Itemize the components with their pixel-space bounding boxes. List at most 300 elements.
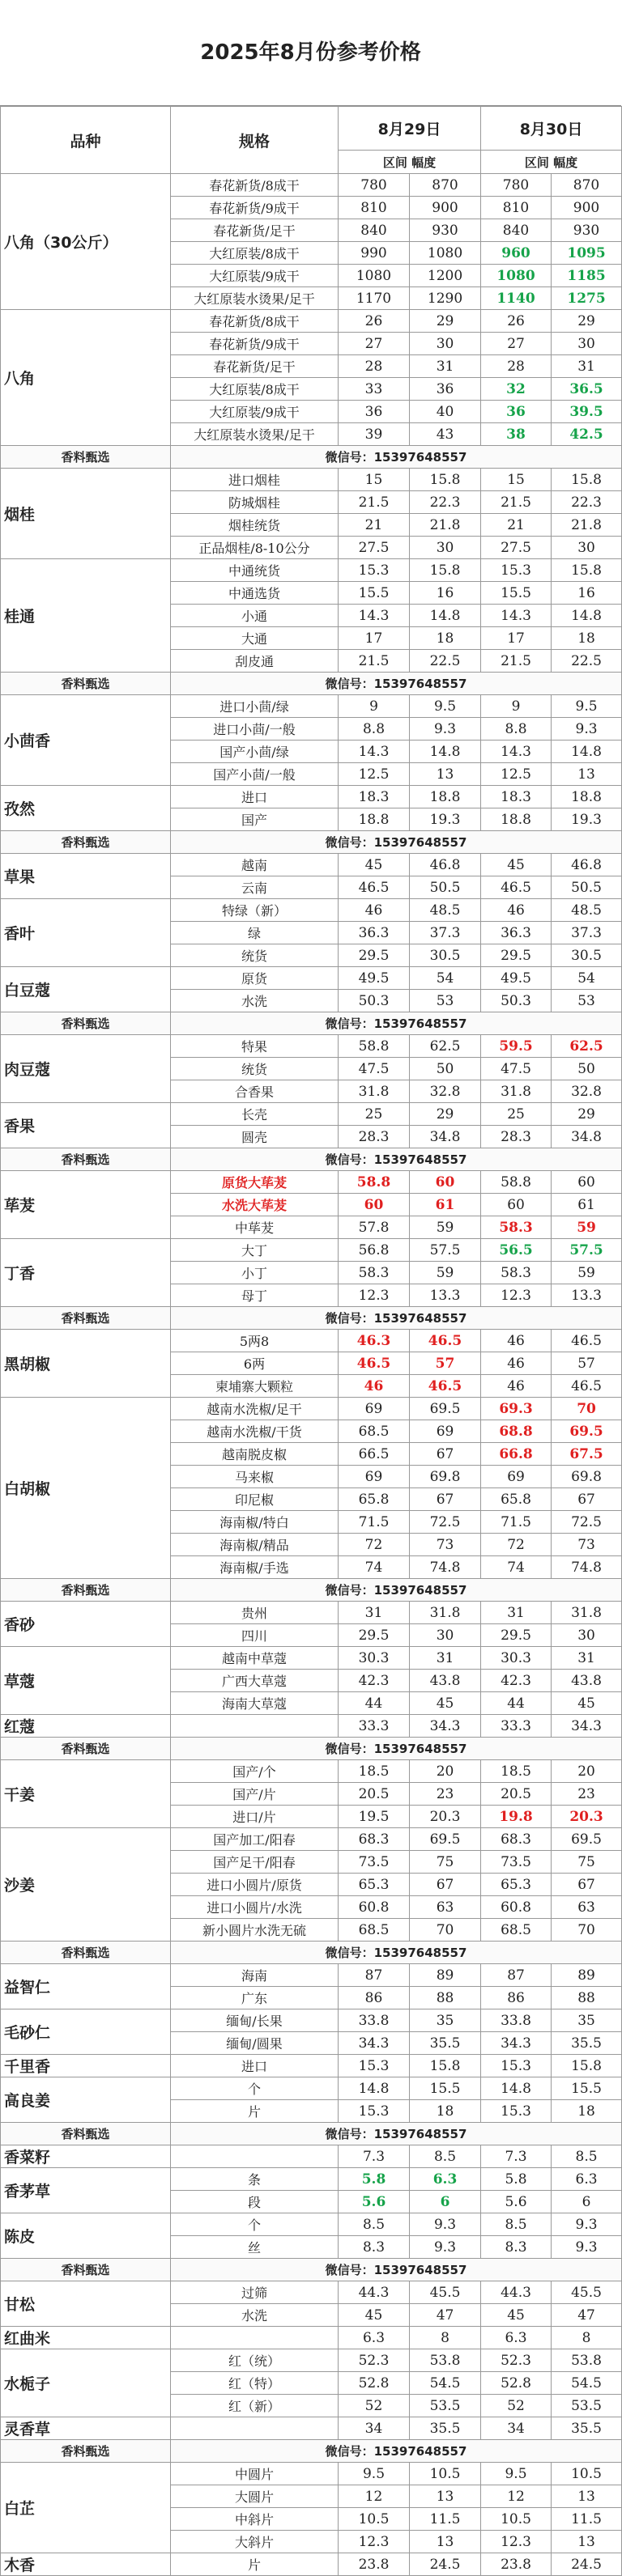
price-high-aug29: 34.3	[410, 1715, 481, 1738]
price-low-aug29: 65.8	[339, 1488, 410, 1511]
price-low-aug30: 27	[481, 333, 552, 355]
banner-contact: 微信号：15397648557	[171, 2440, 622, 2463]
price-high-aug29: 30	[410, 1624, 481, 1647]
spec-cell	[171, 2417, 339, 2440]
price-low-aug29: 42.3	[339, 1670, 410, 1692]
price-low-aug29: 29.5	[339, 944, 410, 967]
price-low-aug30: 68.5	[481, 1919, 552, 1942]
spec-cell: 春花新货/9成干	[171, 197, 339, 219]
price-high-aug29: 46.8	[410, 854, 481, 876]
price-low-aug30: 69.3	[481, 1398, 552, 1420]
price-low-aug30: 1140	[481, 287, 552, 310]
variety-cell: 白芷	[1, 2463, 171, 2553]
price-row	[1, 1103, 622, 1126]
price-low-aug30: 36	[481, 401, 552, 423]
price-high-aug29: 59	[410, 1262, 481, 1284]
price-high-aug30: 70	[552, 1919, 622, 1942]
price-low-aug30: 32	[481, 378, 552, 401]
price-high-aug29: 9.5	[410, 695, 481, 718]
price-low-aug30: 18.5	[481, 1760, 552, 1783]
price-low-aug29: 28.3	[339, 1126, 410, 1148]
price-row	[1, 2077, 622, 2100]
price-low-aug30: 27.5	[481, 537, 552, 559]
variety-cell: 荜茇	[1, 1171, 171, 1239]
price-row	[1, 695, 622, 718]
price-high-aug30: 53	[552, 990, 622, 1012]
price-high-aug29: 6.3	[410, 2168, 481, 2191]
price-low-aug29: 72	[339, 1534, 410, 1556]
price-rows	[1, 174, 622, 2576]
price-low-aug29: 28	[339, 355, 410, 378]
price-low-aug30: 14.3	[481, 605, 552, 627]
price-high-aug30: 1095	[552, 242, 622, 265]
variety-cell: 八角（30公斤）	[1, 174, 171, 310]
price-high-aug30: 30	[552, 537, 622, 559]
price-low-aug29: 810	[339, 197, 410, 219]
spec-cell: 统货	[171, 1058, 339, 1080]
variety-cell: 灵香草	[1, 2417, 171, 2440]
price-low-aug30: 69	[481, 1466, 552, 1488]
price-high-aug29: 53	[410, 990, 481, 1012]
price-high-aug30: 22.3	[552, 491, 622, 514]
price-low-aug29: 14.3	[339, 741, 410, 763]
price-low-aug29: 58.3	[339, 1262, 410, 1284]
price-high-aug30: 50	[552, 1058, 622, 1080]
price-low-aug29: 60.8	[339, 1896, 410, 1919]
price-row	[1, 2213, 622, 2236]
spec-cell: 进口	[171, 786, 339, 808]
price-low-aug30: 8.5	[481, 2213, 552, 2236]
price-high-aug30: 67	[552, 1874, 622, 1896]
price-high-aug29: 9.3	[410, 2236, 481, 2259]
spec-cell: 母丁	[171, 1284, 339, 1307]
spec-cell: 统货	[171, 944, 339, 967]
price-low-aug30: 7.3	[481, 2145, 552, 2168]
price-high-aug30: 14.8	[552, 605, 622, 627]
price-low-aug30: 65.3	[481, 1874, 552, 1896]
price-low-aug29: 66.5	[339, 1443, 410, 1466]
spec-cell: 片	[171, 2100, 339, 2123]
price-high-aug29: 35	[410, 2009, 481, 2032]
price-high-aug29: 18.8	[410, 786, 481, 808]
price-high-aug29: 69	[410, 1420, 481, 1443]
price-high-aug29: 50	[410, 1058, 481, 1080]
price-high-aug30: 46.5	[552, 1330, 622, 1352]
spec-cell: 国产小茴/一般	[171, 763, 339, 786]
spec-cell: 特绿（新）	[171, 899, 339, 922]
variety-cell: 甘松	[1, 2281, 171, 2327]
spec-cell: 国产加工/阳春	[171, 1828, 339, 1851]
variety-cell: 干姜	[1, 1760, 171, 1828]
price-low-aug30: 15.5	[481, 582, 552, 605]
price-high-aug29: 930	[410, 219, 481, 242]
price-low-aug30: 21	[481, 514, 552, 537]
spec-cell: 原货大荜茇	[171, 1171, 339, 1194]
price-high-aug29: 45.5	[410, 2281, 481, 2304]
price-low-aug29: 27	[339, 333, 410, 355]
price-row	[1, 1239, 622, 1262]
banner-brand: 香料甄选	[1, 1579, 171, 1602]
price-high-aug29: 37.3	[410, 922, 481, 944]
spec-cell: 大斜片	[171, 2531, 339, 2553]
price-low-aug30: 960	[481, 242, 552, 265]
price-low-aug30: 86	[481, 1987, 552, 2009]
price-low-aug30: 12.3	[481, 1284, 552, 1307]
price-low-aug29: 8.5	[339, 2213, 410, 2236]
variety-cell: 烟桂	[1, 469, 171, 559]
variety-cell: 香果	[1, 1103, 171, 1148]
price-row	[1, 1715, 622, 1738]
price-low-aug29: 780	[339, 174, 410, 197]
price-high-aug29: 67	[410, 1488, 481, 1511]
price-high-aug29: 15.8	[410, 469, 481, 491]
price-high-aug30: 870	[552, 174, 622, 197]
price-low-aug30: 72	[481, 1534, 552, 1556]
spec-cell: 大红原装/8成干	[171, 378, 339, 401]
price-low-aug30: 31.8	[481, 1080, 552, 1103]
banner-contact: 微信号：15397648557	[171, 831, 622, 854]
price-low-aug29: 46.5	[339, 876, 410, 899]
contact-banner	[1, 1738, 622, 1760]
price-low-aug30: 33.8	[481, 2009, 552, 2032]
header-variety: 品种	[1, 107, 171, 174]
spec-cell: 国产/片	[171, 1783, 339, 1806]
price-high-aug29: 40	[410, 401, 481, 423]
banner-brand: 香料甄选	[1, 2259, 171, 2281]
spec-cell: 原货	[171, 967, 339, 990]
price-row	[1, 1760, 622, 1783]
spec-cell: 绿	[171, 922, 339, 944]
price-high-aug29: 73	[410, 1534, 481, 1556]
banner-contact: 微信号：15397648557	[171, 446, 622, 469]
price-high-aug30: 6	[552, 2191, 622, 2213]
price-high-aug30: 30	[552, 333, 622, 355]
price-high-aug30: 75	[552, 1851, 622, 1874]
spec-cell: 春花新货/足干	[171, 219, 339, 242]
price-high-aug29: 72.5	[410, 1511, 481, 1534]
variety-cell: 草果	[1, 854, 171, 899]
spec-cell: 越南	[171, 854, 339, 876]
price-low-aug30: 44	[481, 1692, 552, 1715]
spec-cell: 进口小圆片/原货	[171, 1874, 339, 1896]
price-high-aug30: 53.8	[552, 2349, 622, 2372]
price-low-aug29: 36	[339, 401, 410, 423]
price-high-aug30: 30.5	[552, 944, 622, 967]
price-high-aug30: 18	[552, 627, 622, 650]
price-high-aug29: 67	[410, 1874, 481, 1896]
price-low-aug29: 74	[339, 1556, 410, 1579]
price-high-aug29: 61	[410, 1194, 481, 1216]
spec-cell: 海南大草蔻	[171, 1692, 339, 1715]
price-high-aug29: 8.5	[410, 2145, 481, 2168]
price-high-aug29: 16	[410, 582, 481, 605]
price-low-aug30: 840	[481, 219, 552, 242]
price-high-aug30: 9.3	[552, 718, 622, 741]
spec-cell: 长壳	[171, 1103, 339, 1126]
price-high-aug30: 62.5	[552, 1035, 622, 1058]
price-low-aug30: 12	[481, 2485, 552, 2508]
price-high-aug29: 63	[410, 1896, 481, 1919]
price-low-aug29: 17	[339, 627, 410, 650]
banner-brand: 香料甄选	[1, 1012, 171, 1035]
price-high-aug29: 89	[410, 1964, 481, 1987]
spec-cell: 5两8	[171, 1330, 339, 1352]
price-high-aug29: 14.8	[410, 605, 481, 627]
contact-banner	[1, 2440, 622, 2463]
spec-cell: 圆壳	[171, 1126, 339, 1148]
price-low-aug29: 27.5	[339, 537, 410, 559]
spec-cell: 大红原装水烫果/足干	[171, 287, 339, 310]
spec-cell: 进口小茴/绿	[171, 695, 339, 718]
price-row	[1, 1647, 622, 1670]
price-high-aug30: 32.8	[552, 1080, 622, 1103]
variety-cell: 桂通	[1, 559, 171, 673]
price-low-aug29: 5.8	[339, 2168, 410, 2191]
price-low-aug29: 44.3	[339, 2281, 410, 2304]
price-low-aug30: 19.8	[481, 1806, 552, 1828]
price-row	[1, 1602, 622, 1624]
banner-contact: 微信号：15397648557	[171, 1579, 622, 1602]
price-high-aug29: 57.5	[410, 1239, 481, 1262]
price-high-aug29: 31	[410, 1647, 481, 1670]
price-low-aug29: 46.5	[339, 1352, 410, 1375]
spec-cell: 四川	[171, 1624, 339, 1647]
price-high-aug29: 13	[410, 2531, 481, 2553]
price-low-aug30: 60.8	[481, 1896, 552, 1919]
spec-cell: 中通选货	[171, 582, 339, 605]
price-high-aug29: 9.3	[410, 2213, 481, 2236]
price-low-aug29: 20.5	[339, 1783, 410, 1806]
variety-cell: 高良姜	[1, 2077, 171, 2123]
price-low-aug30: 46	[481, 1375, 552, 1398]
spec-cell: 小丁	[171, 1262, 339, 1284]
price-row	[1, 1171, 622, 1194]
price-low-aug29: 46	[339, 899, 410, 922]
spec-cell: 贵州	[171, 1602, 339, 1624]
price-high-aug29: 43.8	[410, 1670, 481, 1692]
spec-cell: 中圆片	[171, 2463, 339, 2485]
spec-cell: 越南中草蔻	[171, 1647, 339, 1670]
price-low-aug29: 58.8	[339, 1171, 410, 1194]
price-low-aug29: 31	[339, 1602, 410, 1624]
spec-cell: 段	[171, 2191, 339, 2213]
price-low-aug29: 14.8	[339, 2077, 410, 2100]
price-low-aug29: 33.8	[339, 2009, 410, 2032]
price-high-aug29: 29	[410, 1103, 481, 1126]
price-low-aug29: 21.5	[339, 491, 410, 514]
price-high-aug29: 6	[410, 2191, 481, 2213]
price-high-aug30: 24.5	[552, 2553, 622, 2576]
price-high-aug30: 13	[552, 2531, 622, 2553]
price-row	[1, 174, 622, 197]
price-low-aug30: 780	[481, 174, 552, 197]
price-low-aug30: 60	[481, 1194, 552, 1216]
price-high-aug29: 15.8	[410, 559, 481, 582]
header-date-2: 8月30日	[481, 107, 622, 151]
spec-cell: 进口小茴/一般	[171, 718, 339, 741]
price-low-aug29: 87	[339, 1964, 410, 1987]
price-high-aug29: 8	[410, 2327, 481, 2349]
banner-brand: 香料甄选	[1, 2123, 171, 2145]
spec-cell: 正品烟桂/8-10公分	[171, 537, 339, 559]
price-low-aug29: 26	[339, 310, 410, 333]
price-high-aug30: 47	[552, 2304, 622, 2327]
price-low-aug29: 34.3	[339, 2032, 410, 2055]
price-high-aug29: 1080	[410, 242, 481, 265]
spec-cell	[171, 2145, 339, 2168]
contact-banner	[1, 2123, 622, 2145]
price-high-aug30: 54	[552, 967, 622, 990]
spec-cell: 中斜片	[171, 2508, 339, 2531]
price-low-aug29: 15.3	[339, 2055, 410, 2077]
price-high-aug30: 48.5	[552, 899, 622, 922]
header-date-1: 8月29日	[339, 107, 481, 151]
price-high-aug29: 75	[410, 1851, 481, 1874]
banner-contact: 微信号：15397648557	[171, 1148, 622, 1171]
price-low-aug29: 68.3	[339, 1828, 410, 1851]
price-low-aug29: 25	[339, 1103, 410, 1126]
price-high-aug30: 53.5	[552, 2395, 622, 2417]
spec-cell: 海南椒/特白	[171, 1511, 339, 1534]
spec-cell: 海南椒/手选	[171, 1556, 339, 1579]
variety-cell: 香叶	[1, 899, 171, 967]
price-low-aug29: 7.3	[339, 2145, 410, 2168]
price-low-aug30: 25	[481, 1103, 552, 1126]
price-low-aug30: 49.5	[481, 967, 552, 990]
price-high-aug30: 18.8	[552, 786, 622, 808]
price-high-aug30: 10.5	[552, 2463, 622, 2485]
price-low-aug30: 810	[481, 197, 552, 219]
price-high-aug29: 13.3	[410, 1284, 481, 1307]
spec-cell: 国产小茴/绿	[171, 741, 339, 763]
price-low-aug30: 52.8	[481, 2372, 552, 2395]
price-low-aug29: 57.8	[339, 1216, 410, 1239]
spec-cell: 春花新货/9成干	[171, 333, 339, 355]
spec-cell: 进口/片	[171, 1806, 339, 1828]
price-low-aug29: 33.3	[339, 1715, 410, 1738]
price-low-aug29: 14.3	[339, 605, 410, 627]
price-row	[1, 310, 622, 333]
price-high-aug29: 20.3	[410, 1806, 481, 1828]
variety-cell: 草蔻	[1, 1647, 171, 1715]
price-low-aug29: 29.5	[339, 1624, 410, 1647]
price-high-aug30: 15.8	[552, 559, 622, 582]
variety-cell: 水栀子	[1, 2349, 171, 2417]
price-low-aug29: 8.3	[339, 2236, 410, 2259]
banner-brand: 香料甄选	[1, 1307, 171, 1330]
price-high-aug30: 54.5	[552, 2372, 622, 2395]
price-high-aug29: 45	[410, 1692, 481, 1715]
contact-banner	[1, 1942, 622, 1964]
spec-cell: 大红原装/9成干	[171, 265, 339, 287]
contact-banner	[1, 831, 622, 854]
spec-cell: 刮皮通	[171, 650, 339, 673]
price-high-aug29: 69.8	[410, 1466, 481, 1488]
spec-cell: 大红原装/9成干	[171, 401, 339, 423]
price-high-aug29: 60	[410, 1171, 481, 1194]
spec-cell: 大通	[171, 627, 339, 650]
price-high-aug29: 88	[410, 1987, 481, 2009]
price-high-aug30: 20	[552, 1760, 622, 1783]
price-low-aug30: 33.3	[481, 1715, 552, 1738]
price-low-aug30: 71.5	[481, 1511, 552, 1534]
spec-cell: 大丁	[171, 1239, 339, 1262]
price-high-aug30: 69.8	[552, 1466, 622, 1488]
spec-cell: 越南脱皮椒	[171, 1443, 339, 1466]
price-low-aug30: 5.6	[481, 2191, 552, 2213]
spec-cell: 6两	[171, 1352, 339, 1375]
price-low-aug30: 34	[481, 2417, 552, 2440]
price-high-aug29: 74.8	[410, 1556, 481, 1579]
price-high-aug30: 70	[552, 1398, 622, 1420]
price-high-aug29: 53.5	[410, 2395, 481, 2417]
spec-cell	[171, 1715, 339, 1738]
price-row	[1, 2055, 622, 2077]
spec-cell: 越南水洗椒/足干	[171, 1398, 339, 1420]
spec-cell: 中通统货	[171, 559, 339, 582]
price-high-aug30: 61	[552, 1194, 622, 1216]
price-low-aug30: 45	[481, 854, 552, 876]
price-low-aug29: 46.3	[339, 1330, 410, 1352]
price-low-aug29: 36.3	[339, 922, 410, 944]
variety-cell: 孜然	[1, 786, 171, 831]
header-range-2: 区间 幅度	[481, 151, 622, 174]
price-high-aug30: 13	[552, 2485, 622, 2508]
price-row	[1, 2553, 622, 2576]
price-high-aug29: 67	[410, 1443, 481, 1466]
contact-banner	[1, 673, 622, 695]
price-high-aug30: 11.5	[552, 2508, 622, 2531]
variety-cell: 香菜籽	[1, 2145, 171, 2168]
variety-cell: 千里香	[1, 2055, 171, 2077]
price-high-aug30: 1185	[552, 265, 622, 287]
spec-cell: 丝	[171, 2236, 339, 2259]
price-high-aug29: 15.5	[410, 2077, 481, 2100]
price-high-aug30: 36.5	[552, 378, 622, 401]
price-row	[1, 2463, 622, 2485]
price-low-aug29: 12	[339, 2485, 410, 2508]
price-low-aug30: 52.3	[481, 2349, 552, 2372]
spec-cell: 片	[171, 2553, 339, 2576]
price-high-aug29: 46.5	[410, 1330, 481, 1352]
price-low-aug30: 29.5	[481, 944, 552, 967]
price-low-aug30: 58.3	[481, 1262, 552, 1284]
price-low-aug30: 47.5	[481, 1058, 552, 1080]
price-low-aug29: 6.3	[339, 2327, 410, 2349]
price-low-aug30: 18.3	[481, 786, 552, 808]
price-low-aug30: 68.8	[481, 1420, 552, 1443]
price-high-aug29: 43	[410, 423, 481, 446]
price-low-aug29: 12.3	[339, 2531, 410, 2553]
variety-cell: 益智仁	[1, 1964, 171, 2009]
price-high-aug30: 37.3	[552, 922, 622, 944]
spec-cell: 防城烟桂	[171, 491, 339, 514]
price-high-aug29: 18	[410, 627, 481, 650]
price-high-aug30: 74.8	[552, 1556, 622, 1579]
price-low-aug30: 21.5	[481, 650, 552, 673]
banner-contact: 微信号：15397648557	[171, 2259, 622, 2281]
spec-cell: 红（新）	[171, 2395, 339, 2417]
banner-contact: 微信号：15397648557	[171, 673, 622, 695]
price-low-aug29: 39	[339, 423, 410, 446]
price-low-aug30: 5.8	[481, 2168, 552, 2191]
price-table	[0, 106, 622, 2576]
price-low-aug30: 14.3	[481, 741, 552, 763]
variety-cell: 白豆蔻	[1, 967, 171, 1012]
price-high-aug29: 22.3	[410, 491, 481, 514]
price-high-aug29: 11.5	[410, 2508, 481, 2531]
price-low-aug30: 26	[481, 310, 552, 333]
